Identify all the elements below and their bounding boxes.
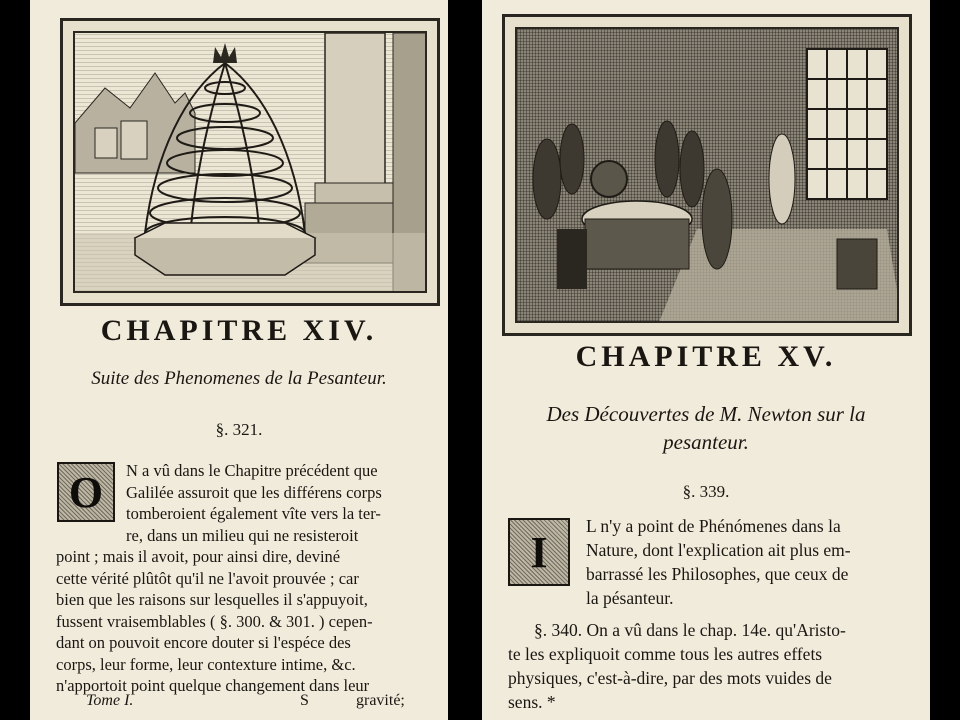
chapter-heading: CHAPITRE XIV. (100, 314, 378, 347)
text-line: physiques, c'est-à-dire, par des mots vuides de (508, 668, 832, 688)
cage-illustration (75, 33, 427, 293)
text-line: dant on pouvoit encore douter si l'espéce des (56, 633, 351, 652)
text-line: L n'y a point de Phénómenes dans la (586, 516, 841, 536)
body-paragraph (56, 546, 418, 697)
right-book-page (482, 0, 930, 720)
text-line: te les expliquoit comme tous les autres effets (508, 644, 823, 664)
text-line: N a vû dans le Chapitre précédent que (126, 461, 378, 480)
footer-signature: S (300, 692, 309, 709)
dropcap-letter: O (57, 462, 115, 522)
text-line: cette vérité plûtôt qu'il ne l'avoit prouvée ; car (56, 568, 359, 588)
text-line: tomberoient également vîte vers la ter- (126, 504, 381, 523)
chapter-subtitle (482, 400, 930, 456)
text-line: re, dans un milieu qui ne resisteroit (126, 525, 359, 545)
footer-volume: Tome I. (86, 692, 134, 709)
section-number: §. 321. (215, 420, 263, 439)
engraving-armillary-cage (60, 18, 440, 306)
left-book-page (30, 0, 448, 720)
first-paragraph-indented (586, 514, 906, 610)
text-line: n'apportoit point quelque changement dans leur (56, 676, 370, 695)
chapter-subtitle: Suite des Phenomenes de la Pesanteur. (91, 368, 387, 389)
text-line: bien que les raisons sur lesquelles il s'appuyoit, (56, 590, 368, 609)
text-line: §. 340. On a vû dans le chap. 14e. qu'Aristo- (534, 620, 846, 640)
engraving-scene (515, 27, 899, 323)
section-number: §. 339. (682, 482, 730, 501)
footer-catchword: gravité; (356, 692, 405, 709)
first-paragraph-indented (126, 460, 418, 546)
body-paragraph (508, 618, 908, 714)
subtitle-line: pesanteur. (663, 430, 749, 454)
dropcap-letter: I (508, 518, 570, 586)
text-line: corps, leur forme, leur contexture intime, &c. (56, 654, 356, 674)
chapter-heading: CHAPITRE XV. (575, 340, 837, 373)
engraving-scene (73, 31, 427, 293)
text-line: fussent vraisemblables ( §. 300. & 301. ) cepen- (56, 611, 373, 631)
text-line: Galilée assuroit que les différens corps (126, 482, 382, 502)
subtitle-line: Des Découvertes de M. Newton sur la (546, 402, 866, 426)
text-line: sens. * (508, 692, 556, 712)
text-line: Nature, dont l'explication ait plus em- (586, 540, 851, 560)
room-illustration (517, 29, 899, 323)
text-line: point ; mais il avoit, pour ainsi dire, deviné (56, 547, 341, 566)
text-line: la pésanteur. (586, 588, 674, 608)
text-line: barrassé les Philosophes, que ceux de (586, 564, 849, 584)
engraving-assembly-room (502, 14, 912, 336)
